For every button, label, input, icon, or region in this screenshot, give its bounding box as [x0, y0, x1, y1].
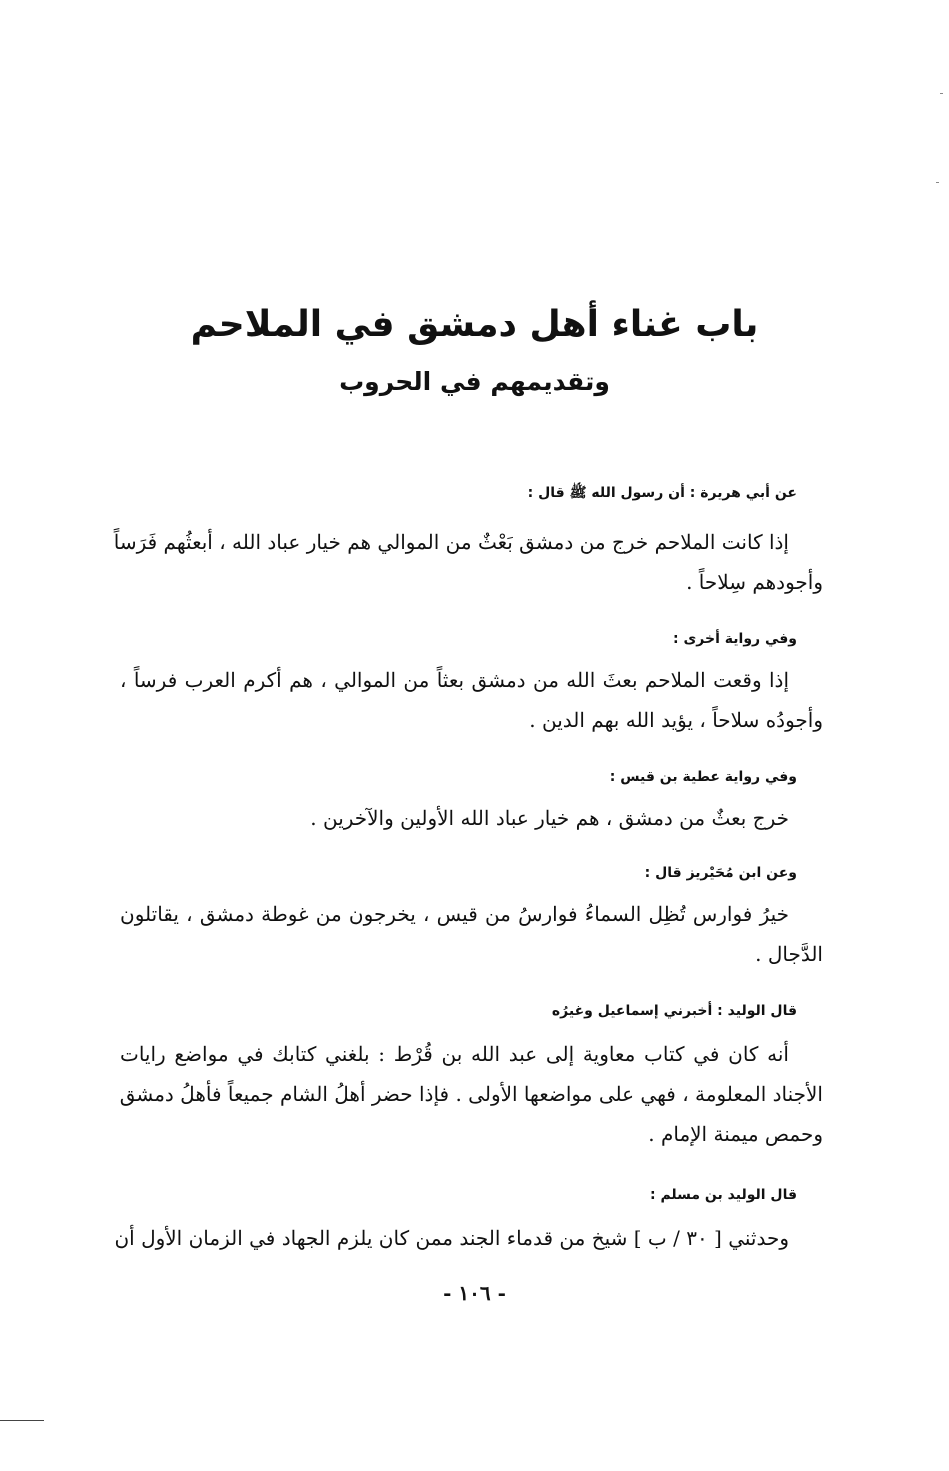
chapter-subtitle: وتقديمهم في الحروب: [339, 367, 610, 396]
text-line: خرج بعثٌ من دمشق ، هم خيار عباد الله الأولين والآخرين .: [310, 806, 789, 830]
narration-intro: وعن ابن مُحَيْريز قال :: [644, 865, 797, 881]
hadith-text: [114, 1218, 823, 1258]
hadith-text: [120, 1034, 823, 1154]
text-line: وحدثني [ ٣٠ / ب ] شيخ من قدماء الجند ممن كان يلزم الجهاد في الزمان الأول أن: [114, 1226, 789, 1250]
page-number: - ١٠٦ -: [443, 1281, 506, 1305]
scan-speck: [940, 93, 943, 94]
narration-intro: وفي رواية أخرى :: [673, 631, 797, 647]
hadith-text: [113, 522, 823, 602]
narration-intro: قال الوليد : أخبرني إسماعيل وغيرُه: [551, 1003, 797, 1019]
hadith-text: [120, 894, 823, 974]
text-line: الدَّجال .: [755, 942, 823, 966]
narration-intro: عن أبي هريرة : أن رسول الله ﷺ قال :: [527, 485, 797, 501]
text-line: خيرُ فوارس تُظِل السماءُ فوارسُ من قيس ، يخرجون من غوطة دمشق ، يقاتلون: [120, 902, 790, 926]
hadith-text: [120, 660, 823, 740]
text-line: وأجودهم سِلاحاً .: [686, 570, 823, 594]
text-line: إذا وقعت الملاحم بعثَ الله من دمشق بعثاً من الموالي ، هم أكرم العرب فرساً ،: [120, 668, 789, 692]
text-line: الأجناد المعلومة ، فهي على مواضعها الأولى . فإذا حضر أهلُ الشام جميعاً فأهلُ دمشق: [119, 1082, 823, 1106]
edge-mark: [0, 1420, 44, 1421]
text-line: أنه كان في كتاب معاوية إلى عبد الله بن قُرْط : بلغني كتابك في مواضع رايات: [120, 1042, 789, 1066]
text-line: وأجودُه سلاحاً ، يؤيد الله بهم الدين .: [529, 708, 823, 732]
text-line: إذا كانت الملاحم خرج من دمشق بَعْثٌ من الموالي هم خيار عباد الله ، أبعثُهم فَرَساً: [113, 530, 789, 554]
narration-intro: قال الوليد بن مسلم :: [649, 1187, 797, 1203]
chapter-title: باب غناء أهل دمشق في الملاحم: [190, 304, 759, 345]
scan-speck: [936, 182, 939, 183]
text-line: وحمص ميمنة الإمام .: [648, 1122, 823, 1146]
narration-intro: وفي رواية عطية بن قيس :: [609, 769, 797, 785]
hadith-text: [120, 798, 823, 838]
